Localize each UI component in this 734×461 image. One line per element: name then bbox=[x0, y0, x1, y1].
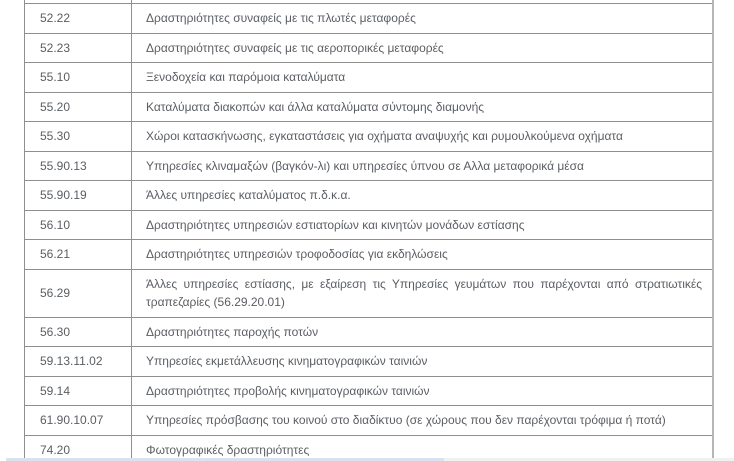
code-cell: 52.23 bbox=[40, 40, 71, 55]
code-cell: 55.90.13 bbox=[40, 158, 87, 173]
table-row bbox=[25, 270, 712, 318]
table-row bbox=[25, 377, 712, 407]
table-row bbox=[25, 152, 712, 182]
table-row bbox=[25, 181, 712, 211]
description-cell: Δραστηριότητες υπηρεσιών εστιατορίων και κινητών μονάδων εστίασης bbox=[131, 211, 712, 240]
description-cell: Καταλύματα διακοπών και άλλα καταλύματα σύντομης διαμονής bbox=[131, 93, 712, 122]
description-cell: Άλλες υπηρεσίες καταλύματος π.δ.κ.α. bbox=[131, 181, 712, 210]
code-cell: 74.20 bbox=[40, 442, 71, 457]
description-cell: Δραστηριότητες υπηρεσιών τροφοδοσίας για εκδηλώσεις bbox=[131, 240, 712, 269]
description-cell: Δραστηριότητες συναφείς με τις αεροπορικές μεταφορές bbox=[131, 34, 712, 63]
table-body bbox=[25, 4, 712, 461]
description-cell: Δραστηριότητες προβολής κινηματογραφικών ταινιών bbox=[131, 377, 712, 406]
table-row bbox=[25, 63, 712, 93]
description-cell: Δραστηριότητες συναφείς με τις πλωτές μεταφορές bbox=[131, 4, 712, 33]
table-row bbox=[25, 122, 712, 152]
description-cell: Άλλες υπηρεσίες εστίασης, με εξαίρεση τις Υπηρεσίες γευμάτων που παρέχονται από στρατιωτικές τραπεζαρίες (56.29.20.01) bbox=[131, 270, 712, 317]
code-cell: 59.14 bbox=[40, 383, 71, 398]
code-cell: 56.21 bbox=[40, 247, 71, 261]
description-cell: Φωτογραφικές δραστηριότητες bbox=[131, 436, 712, 461]
table-row bbox=[25, 34, 712, 64]
code-cell: 59.13.11.02 bbox=[40, 354, 103, 368]
table-row bbox=[25, 240, 712, 270]
table-row bbox=[25, 318, 712, 348]
description-cell: Χώροι κατασκήνωσης, εγκαταστάσεις για οχήματα αναψυχής και ρυμουλκούμενα οχήματα bbox=[131, 122, 712, 151]
description-cell: Υπηρεσίες πρόσβασης του κοινού στο διαδίκτυο (σε χώρους που δεν παρέχονται τρόφιμα ή ποτά) bbox=[131, 406, 712, 435]
description-cell: Δραστηριότητες παροχής ποτών bbox=[131, 318, 712, 347]
code-cell: 56.29 bbox=[40, 285, 71, 300]
table-row bbox=[25, 4, 712, 34]
activity-codes-table bbox=[24, 0, 714, 461]
table-row bbox=[25, 211, 712, 241]
code-cell: 52.22 bbox=[40, 11, 71, 25]
description-cell: Υπηρεσίες εκμετάλλευσης κινηματογραφικών ταινιών bbox=[131, 347, 712, 376]
code-cell: 61.90.10.07 bbox=[40, 413, 104, 427]
code-cell: 55.10 bbox=[40, 70, 71, 84]
description-cell: Ξενοδοχεία και παρόμοια καταλύματα bbox=[131, 63, 712, 92]
code-cell: 55.30 bbox=[40, 129, 71, 143]
code-cell: 55.20 bbox=[40, 99, 71, 114]
code-cell: 56.10 bbox=[40, 217, 71, 232]
description-cell: Υπηρεσίες κλιναμαξών (βαγκόν-λι) και υπηρεσίες ύπνου σε Αλλα μεταφορικά μέσα bbox=[131, 152, 712, 181]
table-row bbox=[25, 93, 712, 123]
table-row bbox=[25, 406, 712, 436]
code-cell: 56.30 bbox=[40, 324, 71, 339]
table-row bbox=[25, 347, 712, 377]
code-cell: 55.90.19 bbox=[40, 188, 87, 202]
